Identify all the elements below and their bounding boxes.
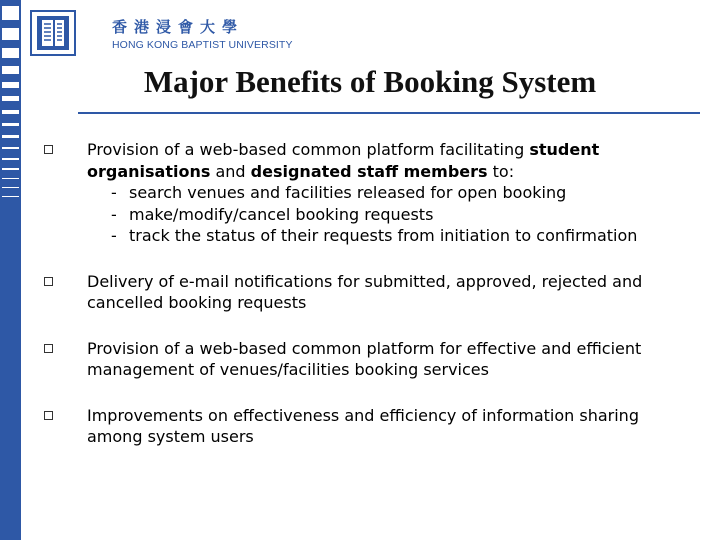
bullet-text: [87, 271, 684, 314]
left-decorative-bar: [0, 0, 21, 540]
hkbu-seal-icon: [30, 10, 76, 56]
bullet-text: [87, 139, 684, 182]
bullet-text: [87, 405, 684, 448]
dash-marker: -: [111, 183, 117, 202]
sidebar-pattern-block: [2, 82, 19, 88]
bullet-list: [44, 139, 684, 448]
bullet-item: [44, 271, 684, 314]
sidebar-pattern-block: [2, 28, 19, 40]
bullet-text-run: Provision of a web-based common platform for effective and efficient management of venues/facilities booking services: [87, 338, 642, 379]
university-english-name: HONG KONG BAPTIST UNIVERSITY: [112, 39, 293, 51]
sidebar-pattern-block: [2, 187, 19, 188]
sub-item: [111, 204, 684, 226]
sidebar-pattern-block: [2, 96, 19, 101]
title-underline: [78, 112, 700, 114]
sidebar-pattern-block: [2, 178, 19, 179]
square-bullet-icon: [44, 277, 53, 286]
sub-item-text: search venues and facilities released for open booking: [129, 183, 567, 202]
bullet-emphasis: designated staff members: [250, 161, 488, 181]
sub-item-list: [111, 182, 684, 247]
sidebar-pattern-block: [2, 196, 19, 197]
bullet-text-run: Provision of a web-based common platform facilitating: [87, 140, 530, 159]
bullet-text-run: Delivery of e-mail notifications for submitted, approved, rejected and cancelled booking requests: [87, 271, 643, 312]
sub-item-text: track the status of their requests from initiation to confirmation: [129, 226, 638, 245]
square-bullet-icon: [44, 344, 53, 353]
dash-marker: -: [111, 204, 117, 224]
bullet-emphasis: student organisations: [87, 140, 600, 181]
bullet-text: [87, 338, 684, 381]
sidebar-pattern-block: [2, 168, 19, 170]
square-bullet-icon: [44, 145, 53, 154]
slide-title: Major Benefits of Booking System: [143, 64, 597, 99]
bullet-item: [44, 338, 684, 381]
university-chinese-name: 香港浸會大學: [112, 18, 245, 36]
university-logo: [30, 10, 293, 58]
sidebar-pattern-block: [2, 48, 19, 58]
bullet-text-run: Improvements on effectiveness and efficiency of information sharing among system users: [87, 405, 639, 446]
bullet-text-run: and: [210, 161, 251, 181]
sidebar-pattern-block: [2, 158, 19, 160]
sidebar-pattern-block: [2, 135, 19, 138]
sidebar-pattern-block: [2, 147, 19, 149]
sidebar-band: [0, 0, 21, 540]
sidebar-pattern-block: [2, 66, 19, 74]
dash-marker: -: [111, 226, 117, 245]
bullet-item: [44, 139, 684, 247]
sub-item-text: make/modify/cancel booking requests: [129, 204, 434, 224]
sub-item: [111, 225, 684, 247]
bullet-item: [44, 405, 684, 448]
sidebar-pattern-block: [2, 6, 19, 20]
sub-item: [111, 182, 684, 204]
bullet-text-run: to:: [487, 161, 515, 181]
square-bullet-icon: [44, 411, 53, 420]
sidebar-pattern-block: [2, 110, 19, 114]
sidebar-pattern-block: [2, 123, 19, 126]
